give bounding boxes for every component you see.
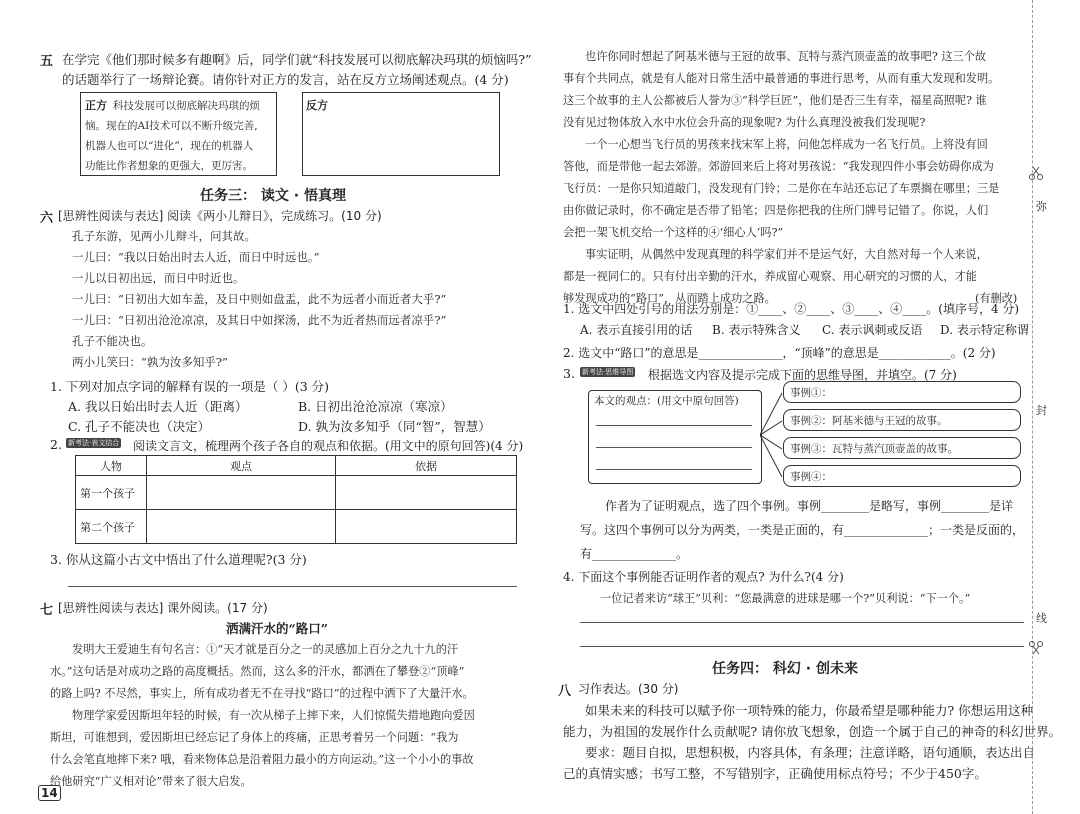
ancient-text-6: 孔子不能决也。 — [72, 334, 153, 348]
table-header-evidence: 依据 — [336, 456, 517, 476]
q6-1-option-d: D. 孰为汝多知乎（同“智”，智慧） — [298, 419, 491, 434]
table-cell-viewpoint-1[interactable] — [147, 476, 336, 510]
viewpoint-table — [75, 455, 517, 544]
essay-p3-line3: 够发现成功的“路口”，从而踏上成功之路。 — [563, 292, 776, 305]
scissors-icon-2 — [1028, 640, 1044, 656]
scissors-icon — [1028, 165, 1044, 181]
q8-text-3: 要求：题目自拟，思想积极，内容具体，有条理；注意详略，语句通顺，表达出自 — [585, 745, 1036, 760]
essay-p3-line2: 都是一视同仁的。只有付出辛勤的汗水，养成留心观察、用心研究的习惯的人，才能 — [563, 270, 977, 283]
r-q3-badge: 新考法·思维导图 — [582, 368, 634, 376]
r-q3-fill-line3: 有______________。 — [580, 547, 689, 561]
r-q1-option-c: C. 表示讽刺或反语 — [822, 323, 923, 337]
story-line-5: 斯坦，可谁想到，爱因斯坦已经忘记了身体上的疼痛，正思考着另一个问题：“我为 — [50, 731, 459, 744]
q6-1-option-a: A. 我以日始出时去人近（距离） — [68, 399, 248, 414]
mindmap-example-2-label: 事例②：阿基米德与王冠的故事。 — [790, 415, 948, 427]
q6-2-number: 2. — [50, 437, 62, 452]
ancient-text-2: 一儿曰：“我以日始出时去人近，而日中时远也。” — [72, 250, 320, 264]
q8-text-2: 能力，为祖国的发展作什么贡献呢? 请你放飞想象，创造一个属于自己的神奇的科幻世界。 — [563, 724, 1062, 739]
q5-prompt-line2: 的话题举行了一场辩论赛。请你针对正方的发言，站在反方立场阐述观点。(4 分) — [62, 72, 509, 87]
q6-2-prompt: 阅读文言文，梳理两个孩子各自的观点和依据。(用文中的原句回答)(4 分) — [133, 439, 524, 453]
q6-1-option-b: B. 日初出沧沧凉凉（寒凉） — [298, 399, 453, 414]
r-q3-fill-line2: 写。这四个事例可以分为两类，一类是正面的，有______________；一类是反面的， — [580, 523, 1025, 537]
mindmap-center-label: 本文的观点：(用文中原句回答) — [594, 395, 739, 407]
table-cell-evidence-2[interactable] — [336, 510, 517, 544]
q6-3-prompt: 3. 你从这篇小古文中悟出了什么道理呢?(3 分) — [50, 552, 307, 567]
r-q1-prompt: 1. 选文中四处引号的用法分别是：①____、②____、③____、④____。(填序号，4 分) — [563, 302, 1020, 316]
mindmap-center-line-3[interactable] — [596, 469, 752, 470]
zheng-line-4: 功能比作者想象的更强大，更厉害。 — [85, 160, 253, 172]
r-q4-story: 一位记者来访“球王”贝利：“您最满意的进球是哪一个?”贝利说：“下一个。” — [600, 592, 971, 605]
q5-number: 五 — [40, 54, 54, 69]
table-row-label-1: 第一个孩子 — [76, 476, 147, 510]
essay-p2-line1: 一个一心想当飞行员的男孩来找宋军上将，问他怎样成为一名飞行员。上将没有回 — [585, 138, 988, 151]
story-line-6: 什么会笔直地摔下来? 哦，看来物体总是沿着阻力最小的方向运动。”这一个小小的事故 — [50, 753, 474, 766]
page-number: 14 — [38, 785, 61, 801]
essay-p1-line4: 没有见过物体放入水中水位会升高的现象呢? 为什么真理没被我们发现呢? — [563, 116, 926, 129]
story-line-7: 给他研究“广义相对论”带来了很大启发。 — [50, 775, 252, 788]
r-q3-number: 3. — [563, 366, 575, 381]
q6-1-prompt: 1. 下列对加点字词的解释有误的一项是（ ）(3 分) — [50, 379, 330, 394]
q6-1-option-c: C. 孔子不能决也（决定） — [68, 419, 211, 434]
r-q4-answer-line-2[interactable] — [580, 646, 1024, 647]
essay-p2-line5: 会把一架飞机交给一个这样的④‘细心人’吗?” — [563, 226, 784, 239]
zheng-line-3: 机器人也可以“进化”，现在的机器人 — [85, 140, 254, 152]
story-line-3: 的路上吗? 不尽然，事实上，所有成功者无不在寻找“路口”的过程中洒下了大量汗水。 — [50, 687, 474, 700]
table-cell-viewpoint-2[interactable] — [147, 510, 336, 544]
essay-source: (有删改) — [975, 292, 1018, 305]
q7-number: 七 — [40, 603, 54, 618]
mindmap-example-1-label: 事例①： — [790, 387, 832, 399]
binding-mark-xian: 线 — [1036, 612, 1047, 625]
essay-p3-line1: 事实证明，从偶然中发现真理的科学家们并不是运气好，大自然对每一个人来说， — [585, 248, 988, 261]
table-row-label-2: 第二个孩子 — [76, 510, 147, 544]
story-title: 洒满汗水的“路口” — [226, 621, 328, 636]
r-q3-fill-line1: 作者为了证明观点，选了四个事例。事例________是略写，事例________是详 — [605, 499, 1014, 513]
fan-label: 反方 — [306, 99, 328, 112]
r-q4-prompt: 4. 下面这个事例能否证明作者的观点? 为什么?(4 分) — [563, 570, 844, 584]
task3-title: 任务三： 读文 · 悟真理 — [200, 188, 346, 204]
q8-title: 习作表达。(30 分) — [578, 682, 679, 696]
ancient-text-4: 一儿曰：“日初出大如车盖，及日中则如盘盂，此不为远者小而近者大乎?” — [72, 292, 447, 306]
essay-p2-line4: 由你做记录时，你不确定是否带了铅笔；四是你把我的住所门牌号记错了。你说，人们 — [563, 204, 989, 217]
story-line-1: 发明大王爱迪生有句名言：①“天才就是百分之一的灵感加上百分之九十九的汗 — [72, 643, 459, 656]
binding-mark-feng: 封 — [1036, 404, 1047, 417]
zheng-line-1: 科技发展可以彻底解决玛琪的烦 — [113, 100, 260, 112]
mindmap-example-3-label: 事例③：瓦特与蒸汽顶壶盖的故事。 — [790, 443, 958, 455]
r-q1-option-d: D. 表示特定称谓 — [940, 323, 1029, 337]
r-q1-option-a: A. 表示直接引用的话 — [580, 323, 693, 337]
essay-p1-line2: 事有个共同点，就是有人能对日常生活中最普通的事进行思考，从而有重大发现和发明。 — [563, 72, 1000, 85]
mindmap-example-4-label: 事例④： — [790, 471, 832, 483]
zheng-line-2: 恼。现在的AI技术可以不断升级完善, — [85, 120, 258, 132]
binding-mark-mi: 弥 — [1036, 200, 1047, 213]
story-line-2: 水。”这句话是对成功之路的高度概括。然而，这么多的汗水，都洒在了攀登②“顶峰” — [50, 665, 465, 678]
q6-3-answer-line[interactable] — [68, 586, 517, 587]
mindmap-center-line-2[interactable] — [596, 447, 752, 448]
table-cell-evidence-1[interactable] — [336, 476, 517, 510]
task4-title: 任务四： 科幻 · 创未来 — [712, 661, 858, 677]
r-q1-option-b: B. 表示特殊含义 — [712, 323, 801, 337]
ancient-text-5: 一儿曰：“日初出沧沧凉凉，及其日中如探汤，此不为近者热而远者凉乎?” — [72, 313, 447, 327]
r-q4-answer-line-1[interactable] — [580, 622, 1024, 623]
ancient-text-3: 一儿以日初出远，而日中时近也。 — [72, 271, 245, 285]
fan-answer-box[interactable] — [302, 92, 500, 176]
zheng-label: 正方 — [85, 99, 107, 112]
q8-text-1: 如果未来的科技可以赋予你一项特殊的能力，你最希望是哪种能力? 你想运用这种 — [585, 703, 1034, 718]
ancient-text-7: 两小儿笑曰：“孰为汝多知乎?” — [72, 355, 228, 369]
table-header-person: 人物 — [76, 456, 147, 476]
q8-number: 八 — [558, 684, 572, 699]
table-header-viewpoint: 观点 — [147, 456, 336, 476]
story-line-4: 物理学家爱因斯坦年轻的时候，有一次从梯子上摔下来，人们惊慌失措地跑向爱因 — [72, 709, 475, 722]
binding-dashed-line — [1032, 0, 1033, 814]
r-q3-prompt: 根据选文内容及提示完成下面的思维导图，并填空。(7 分) — [648, 368, 957, 382]
essay-p1-line1: 也许你同时想起了阿基米德与王冠的故事、瓦特与蒸汽顶壶盖的故事吧? 这三个故 — [585, 50, 987, 63]
essay-p1-line3: 这三个故事的主人公都被后人誉为③“科学巨匠”，他们是否三生有幸，福星高照呢? 谁 — [563, 94, 987, 107]
q7-title: [思辨性阅读与表达] 课外阅读。(17 分) — [58, 601, 268, 615]
q6-2-badge: 新考法·表文结合 — [68, 439, 120, 447]
q5-prompt-line1: 在学完《他们那时候多有趣啊》后，同学们就“科技发展可以彻底解决玛琪的烦恼吗?” — [62, 52, 532, 67]
ancient-text-1: 孔子东游，见两小儿辩斗，问其故。 — [72, 229, 256, 243]
mindmap-center-line-1[interactable] — [596, 425, 752, 426]
r-q2-prompt: 2. 选文中“路口”的意思是______________，“顶峰”的意思是____________。(2 分) — [563, 346, 996, 360]
essay-p2-line2: 答他，而是带他一起去郊游。郊游回来后上将对男孩说：“我发现四件小事会妨碍你成为 — [563, 160, 994, 173]
q6-title: [思辨性阅读与表达] 阅读《两小儿辩日》，完成练习。(10 分) — [58, 209, 382, 223]
q8-text-4: 己的真情实感；书写工整，不写错别字，正确使用标点符号；不少于450字。 — [563, 766, 987, 781]
q6-number: 六 — [40, 211, 54, 226]
essay-p2-line3: 飞行员：一是你只知道敲门，没发现有门铃；二是你在车站还忘记了车票搁在哪里；三是 — [563, 182, 1000, 195]
